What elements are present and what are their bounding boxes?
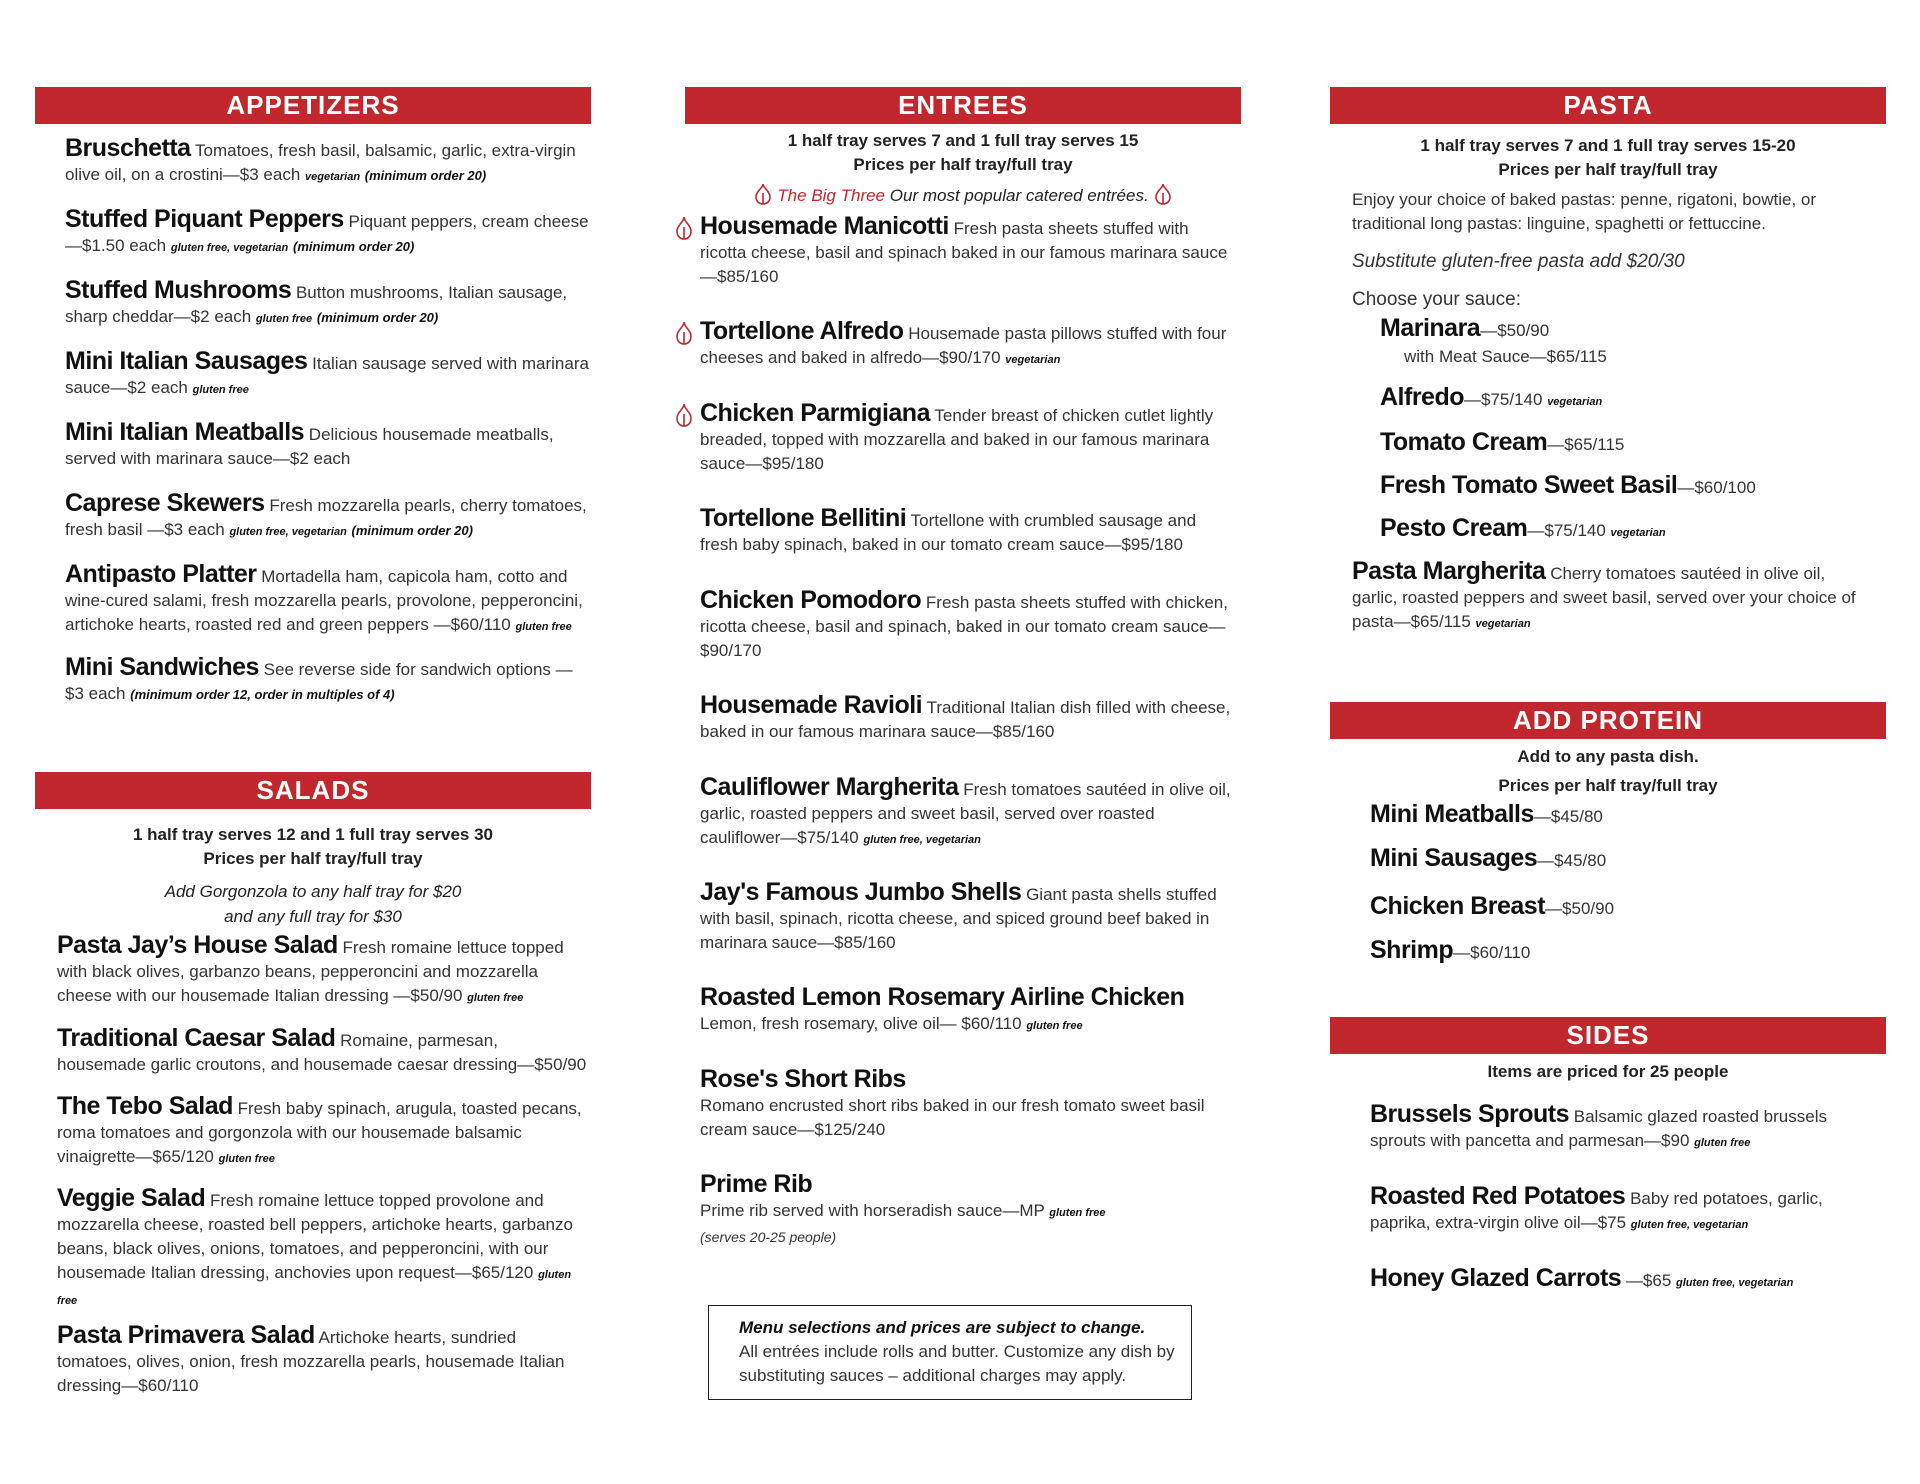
entrees-header: ENTREES	[685, 87, 1241, 124]
appetizer-item: Stuffed Piquant Peppers Piquant peppers, cream cheese—$1.50 each gluten free, vegetarian (minimum order 20)	[65, 205, 589, 255]
notice-body: All entrées include rolls and butter. Customize any dish by substituting sauces – additional charges may apply.	[739, 1342, 1175, 1385]
protein-line-1: Add to any pasta dish.	[1517, 747, 1699, 766]
appetizer-item: Mini Italian Meatballs Delicious housemade meatballs, served with marinara sauce—$2 each	[65, 418, 554, 468]
big-three-legend: The Big Three Our most popular catered entrées.	[685, 183, 1241, 208]
garlic-icon	[1153, 183, 1173, 205]
sauce-item: Alfredo—$75/140 vegetarian	[1380, 383, 1603, 411]
side-item: Brussels Sprouts Balsamic glazed roasted brussels sprouts with pancetta and parmesan—$90 gluten free	[1370, 1100, 1827, 1150]
entrees-list	[700, 214, 1235, 1249]
entree-item: Prime Rib Prime rib served with horseradish sauce—MP gluten free (serves 20-25 people)	[700, 1170, 1106, 1245]
sauce-item: Marinara—$50/90	[1380, 314, 1550, 342]
entree-item: Chicken Pomodoro Fresh pasta sheets stuffed with chicken, ricotta cheese, basil and spinach, baked in our tomato cream sauce—$90/170	[700, 586, 1228, 660]
entree-item: Roasted Lemon Rosemary Airline Chicken Lemon, fresh rosemary, olive oil— $60/110 gluten free	[700, 983, 1185, 1033]
salad-item: Veggie Salad Fresh romaine lettuce topped provolone and mozzarella cheese, roasted bell peppers, artichoke hearts, garbanzo beans, black olives, onions, tomatoes, and pepperoncini, with our housemade Italian dressing, anchovies upon request—$65/120 gluten free	[57, 1184, 573, 1307]
entree-item: Housemade Manicotti Fresh pasta sheets stuffed with ricotta cheese, basil and spinach baked in our famous marinara sauce—$85/160	[700, 214, 1235, 319]
pasta-body	[1352, 188, 1872, 636]
sauce-list	[1380, 316, 1872, 545]
entree-item: Rose's Short Ribs Romano encrusted short ribs baked in our fresh tomato sweet basil cream sauce—$125/240	[700, 1065, 1205, 1139]
entree-item: Tortellone Bellitini Tortellone with crumbled sausage and fresh baby spinach, baked in our tomato cream sauce—$95/180	[700, 504, 1197, 554]
appetizer-item: Stuffed Mushrooms Button mushrooms, Italian sausage, sharp cheddar—$2 each gluten free (minimum order 20)	[65, 276, 568, 326]
garlic-icon	[753, 183, 773, 205]
appetizer-item: Caprese Skewers Fresh mozzarella pearls, cherry tomatoes, fresh basil —$3 each gluten free, vegetarian (minimum order 20)	[65, 489, 587, 539]
menu-notice-box	[708, 1305, 1192, 1400]
add-protein-header: ADD PROTEIN	[1330, 702, 1886, 739]
protein-item: Mini Meatballs—$45/80	[1370, 800, 1603, 828]
salads-header: SALADS	[35, 772, 591, 809]
appetizer-item: Bruschetta Tomatoes, fresh basil, balsamic, garlic, extra-virgin olive oil, on a crostini—$3 each vegetarian (minimum order 20)	[65, 134, 576, 184]
entree-item: Jay's Famous Jumbo Shells Giant pasta shells stuffed with basil, spinach, ricotta cheese, and spiced ground beef baked in marinara sauce—$85/160	[700, 878, 1217, 952]
left-column	[35, 87, 591, 1395]
salad-item: Pasta Primavera Salad Artichoke hearts, sundried tomatoes, olives, onion, fresh mozzarella pearls, housemade Italian dressing—$60/110	[57, 1321, 565, 1395]
protein-item: Mini Sausages—$45/80	[1370, 844, 1607, 872]
appetizers-header: APPETIZERS	[35, 87, 591, 124]
protein-section	[1330, 745, 1886, 965]
gluten-free-note: Substitute gluten-free pasta add $20/30	[1352, 251, 1685, 272]
pasta-intro: Enjoy your choice of baked pastas: penne, rigatoni, bowtie, or traditional long pastas: linguine, spaghetti or fettuccine.	[1352, 190, 1817, 233]
entree-item: Cauliflower Margherita Fresh tomatoes sautéed in olive oil, garlic, roasted peppers and sweet basil, served over roasted cauliflower—$75/140 gluten free, vegetarian	[700, 773, 1231, 847]
entrees-serves: 1 half tray serves 7 and 1 full tray serves 15	[787, 131, 1139, 150]
sides-section	[1330, 1060, 1886, 1295]
choose-sauce-label: Choose your sauce:	[1352, 289, 1521, 310]
entree-item: Housemade Ravioli Traditional Italian dish filled with cheese, baked in our famous marinara sauce—$85/160	[700, 691, 1231, 741]
salad-item: Pasta Jay’s House Salad Fresh romaine lettuce topped with black olives, garbanzo beans, pepperoncini and mozzarella cheese with our housemade Italian dressing —$50/90 gluten free	[57, 931, 564, 1005]
protein-item: Chicken Breast—$50/90	[1370, 892, 1615, 920]
side-item: Roasted Red Potatoes Baby red potatoes, garlic, paprika, extra-virgin olive oil—$75 gluten free, vegetarian	[1370, 1182, 1823, 1232]
right-column	[1330, 87, 1886, 1292]
garlic-icon	[674, 216, 694, 240]
salads-prices: Prices per half tray/full tray	[203, 849, 423, 868]
appetizer-item: Mini Italian Sausages Italian sausage served with marinara sauce—$2 each gluten free	[65, 347, 589, 397]
entrees-prices: Prices per half tray/full tray	[853, 155, 1073, 174]
sides-list	[1370, 1102, 1870, 1295]
sauce-item: Fresh Tomato Sweet Basil—$60/100	[1380, 471, 1756, 499]
pasta-header: PASTA	[1330, 87, 1886, 124]
pasta-prices: Prices per half tray/full tray	[1498, 160, 1718, 179]
appetizer-item: Mini Sandwiches See reverse side for sandwich options —$3 each (minimum order 12, order in multiples of 4)	[65, 653, 573, 703]
protein-line-2: Prices per half tray/full tray	[1498, 776, 1718, 795]
sauce-item: Pesto Cream—$75/140 vegetarian	[1380, 514, 1666, 542]
salads-list	[57, 933, 591, 1398]
protein-list	[1370, 802, 1886, 965]
pasta-margherita: Pasta Margherita Cherry tomatoes sautéed in olive oil, garlic, roasted peppers and sweet basil, served over your choice of pasta—$65/115 vegetarian	[1352, 557, 1856, 631]
middle-column	[685, 87, 1241, 1249]
appetizer-item: Antipasto Platter Mortadella ham, capicola ham, cotto and wine-cured salami, fresh mozzarella pearls, provolone, pepperoncini, artichoke hearts, roasted red and green peppers —$60/110 gluten free	[65, 560, 583, 634]
appetizers-list	[65, 136, 591, 707]
meat-sauce-option: with Meat Sauce—$65/115	[1404, 347, 1607, 366]
entree-item: Tortellone Alfredo Housemade pasta pillows stuffed with four cheeses and baked in alfredo—$90/170 vegetarian	[700, 319, 1235, 401]
garlic-icon	[674, 403, 694, 427]
salad-item: Traditional Caesar Salad Romaine, parmesan, housemade garlic croutons, and housemade caesar dressing—$50/90	[57, 1024, 587, 1074]
sides-header: SIDES	[1330, 1017, 1886, 1054]
side-item: Honey Glazed Carrots —$65 gluten free, vegetarian	[1370, 1264, 1794, 1292]
garlic-icon	[674, 321, 694, 345]
salads-serves: 1 half tray serves 12 and 1 full tray serves 30	[132, 825, 494, 844]
sauce-item: Tomato Cream—$65/115	[1380, 428, 1625, 456]
salads-addon-2: and any full tray for $30	[224, 907, 402, 926]
entree-item: Chicken Parmigiana Tender breast of chicken cutlet lightly breaded, topped with mozzarella and baked in our famous marinara sauce—$95/180	[700, 401, 1235, 506]
salad-item: The Tebo Salad Fresh baby spinach, arugula, toasted pecans, roma tomatoes and gorgonzola with our housemade balsamic vinaigrette—$65/120 gluten free	[57, 1092, 582, 1166]
pasta-serves: 1 half tray serves 7 and 1 full tray serves 15-20	[1420, 136, 1796, 155]
protein-item: Shrimp—$60/110	[1370, 936, 1531, 964]
notice-title: Menu selections and prices are subject to change.	[739, 1318, 1146, 1337]
salads-addon-1: Add Gorgonzola to any half tray for $20	[164, 882, 462, 901]
salads-section	[35, 823, 591, 1398]
sides-note: Items are priced for 25 people	[1487, 1062, 1729, 1081]
